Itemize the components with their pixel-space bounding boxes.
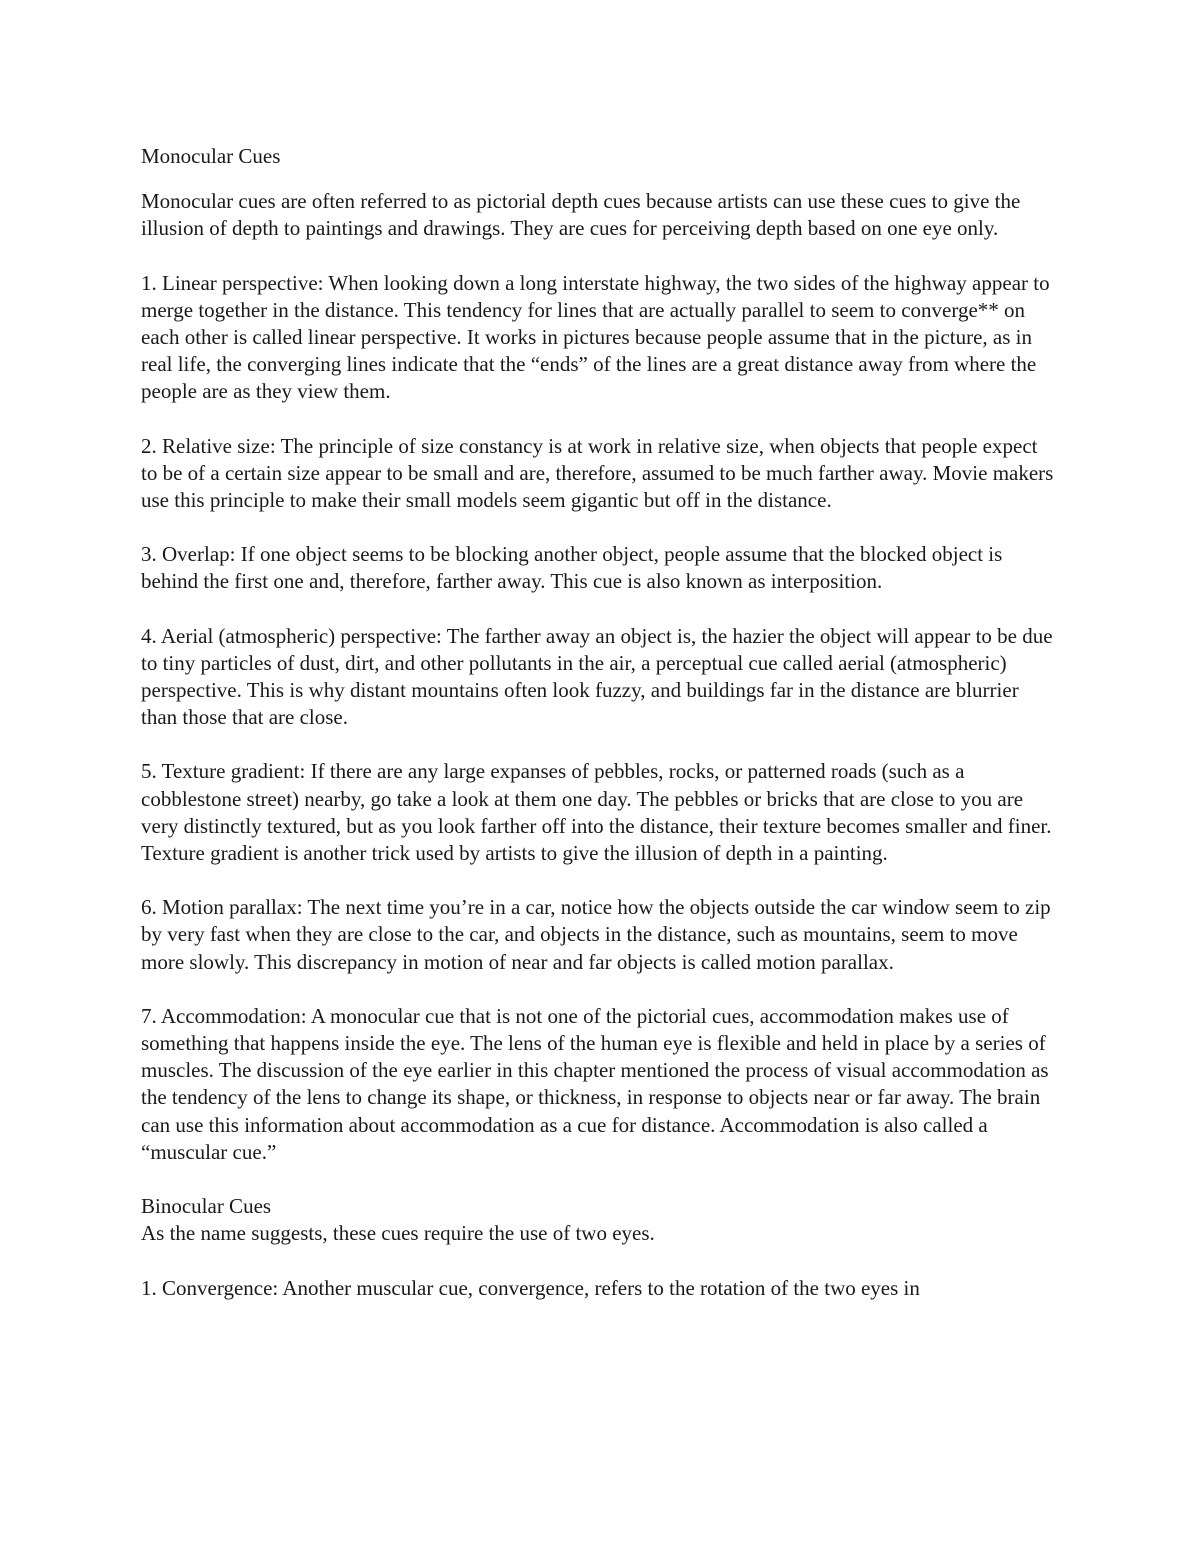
monocular-intro: Monocular cues are often referred to as pictorial depth cues because artists can use these cues to give the illusion of depth to paintings and drawings. They are cues for perceiving depth based on one eye only. [141,189,1021,241]
overlap-paragraph: 3. Overlap: If one object seems to be blocking another object, people assume that the blocked object is behind the first one and, therefore, farther away. This cue is also known as interposition. [141,542,1003,594]
aerial-perspective-paragraph: 4. Aerial (atmospheric) perspective: The farther away an object is, the hazier the object will appear to be due to tiny particles of dust, dirt, and other pollutants in the air, a perceptual cue called aerial (atmospheric) perspective. This is why distant mountains often look fuzzy, and buildings far in the distance are blurrier than those that are close. [141,623,1053,730]
linear-perspective-paragraph: 1. Linear perspective: When looking down a long interstate highway, the two sides of the highway appear to merge together in the distance. This tendency for lines that are actually parallel to seem to converge** on each other is called linear perspective. It works in pictures because people assume that in the picture, as in real life, the converging lines indicate that the “ends” of the lines are a great distance away from where the people are as they view them. [141,270,1050,404]
texture-gradient-paragraph: 5. Texture gradient: If there are any large expanses of pebbles, rocks, or patterned roads (such as a cobblestone street) nearby, go take a look at them one day. The pebbles or bricks that are close to you are very distinctly textured, but as you look farther off into the distance, their texture becomes smaller and finer. Texture gradient is another trick used by artists to give the illusion of depth in a painting. [141,759,1052,866]
motion-parallax-paragraph: 6. Motion parallax: The next time you’re in a car, notice how the objects outside the car window seem to zip by very fast when they are close to the car, and objects in the distance, such as mountains, seem to move more slowly. This discrepancy in motion of near and far objects is called motion parallax. [141,895,1051,974]
accommodation-paragraph: 7. Accommodation: A monocular cue that is not one of the pictorial cues, accommodation makes use of something that happens inside the eye. The lens of the human eye is flexible and held in place by a series of muscles. The discussion of the eye earlier in this chapter mentioned the process of visual accommodation as the tendency of the lens to change its shape, or thickness, in response to objects near or far away. The brain can use this information about accommodation as a cue for distance. Accommodation is also called a “muscular cue.” [141,1003,1049,1164]
binocular-heading: Binocular Cues [141,1194,272,1219]
binocular-intro: As the name suggests, these cues require the use of two eyes. [141,1221,655,1246]
document-body [141,143,1059,1329]
relative-size-paragraph: 2. Relative size: The principle of size constancy is at work in relative size, when objects that people expect to be of a certain size appear to be small and are, therefore, assumed to be much farther away. Movie makers use this principle to make their small models seem gigantic but off in the distance. [141,433,1054,513]
convergence-paragraph: 1. Convergence: Another muscular cue, convergence, refers to the rotation of the two eyes in [141,1275,920,1300]
monocular-heading: Monocular Cues [141,144,281,168]
